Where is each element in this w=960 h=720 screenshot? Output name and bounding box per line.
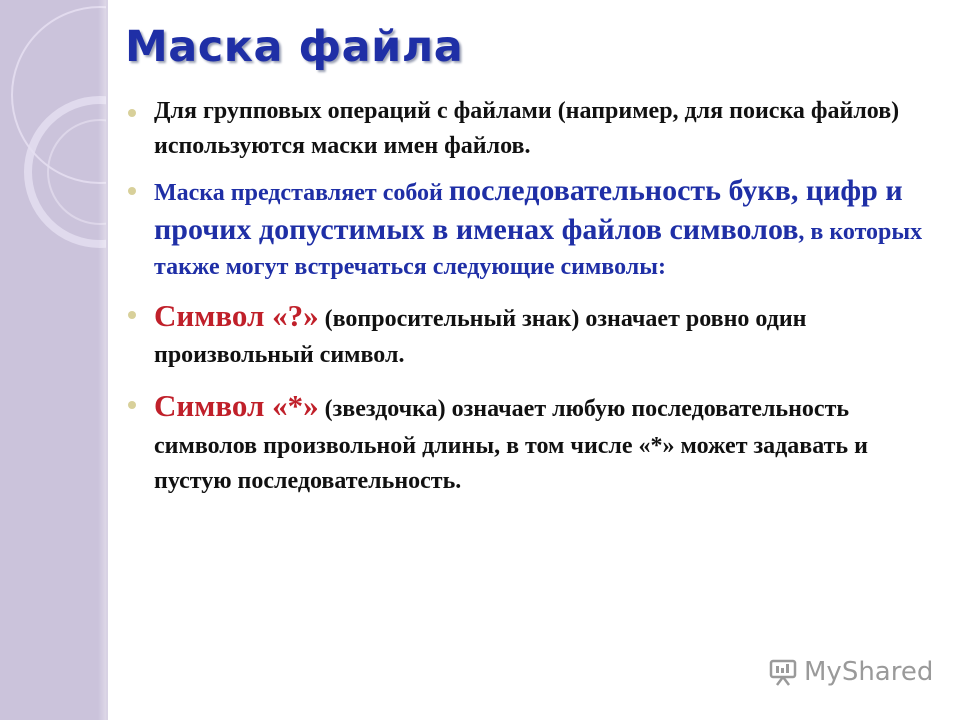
- bullet-item: [128, 383, 928, 498]
- bullet-item: [128, 293, 928, 373]
- bullet-item: [128, 94, 928, 164]
- bullet-list: [128, 94, 928, 499]
- bullet-icon: [128, 187, 136, 195]
- bullet-icon: [128, 311, 136, 319]
- symbol-question-label: Символ «?»: [154, 298, 319, 334]
- bullet-item: [128, 172, 928, 285]
- myshared-watermark: [768, 657, 933, 687]
- bullet-icon: [128, 401, 136, 409]
- bullet-text-emphasis: последовательность букв, цифр и прочих допустимых в именах файлов символов: [154, 174, 903, 247]
- bullet-text: Для групповых операций с файлами (например, для поиска файлов) используются маски имен файлов.: [154, 98, 900, 160]
- bullet-text: (вопросительный знак) означает ровно один произвольный символ.: [154, 306, 807, 369]
- slide-title: Маска файла: [125, 22, 464, 72]
- symbol-asterisk-label: Символ «*»: [154, 388, 319, 424]
- decorative-circles: [0, 0, 106, 720]
- bullet-text: (звездочка) означает любую последовательность символов произвольной длины, в том числе «*» может задавать и пустую последовательность.: [154, 396, 868, 494]
- presentation-icon: [768, 657, 798, 687]
- decorative-sidebar: [0, 0, 108, 720]
- bullet-text: , в которых также могут встречаться следующие символы:: [154, 219, 923, 281]
- bullet-text: Маска представляет собой: [154, 180, 449, 207]
- bullet-icon: [128, 109, 136, 117]
- watermark-text: MyShared: [804, 657, 934, 687]
